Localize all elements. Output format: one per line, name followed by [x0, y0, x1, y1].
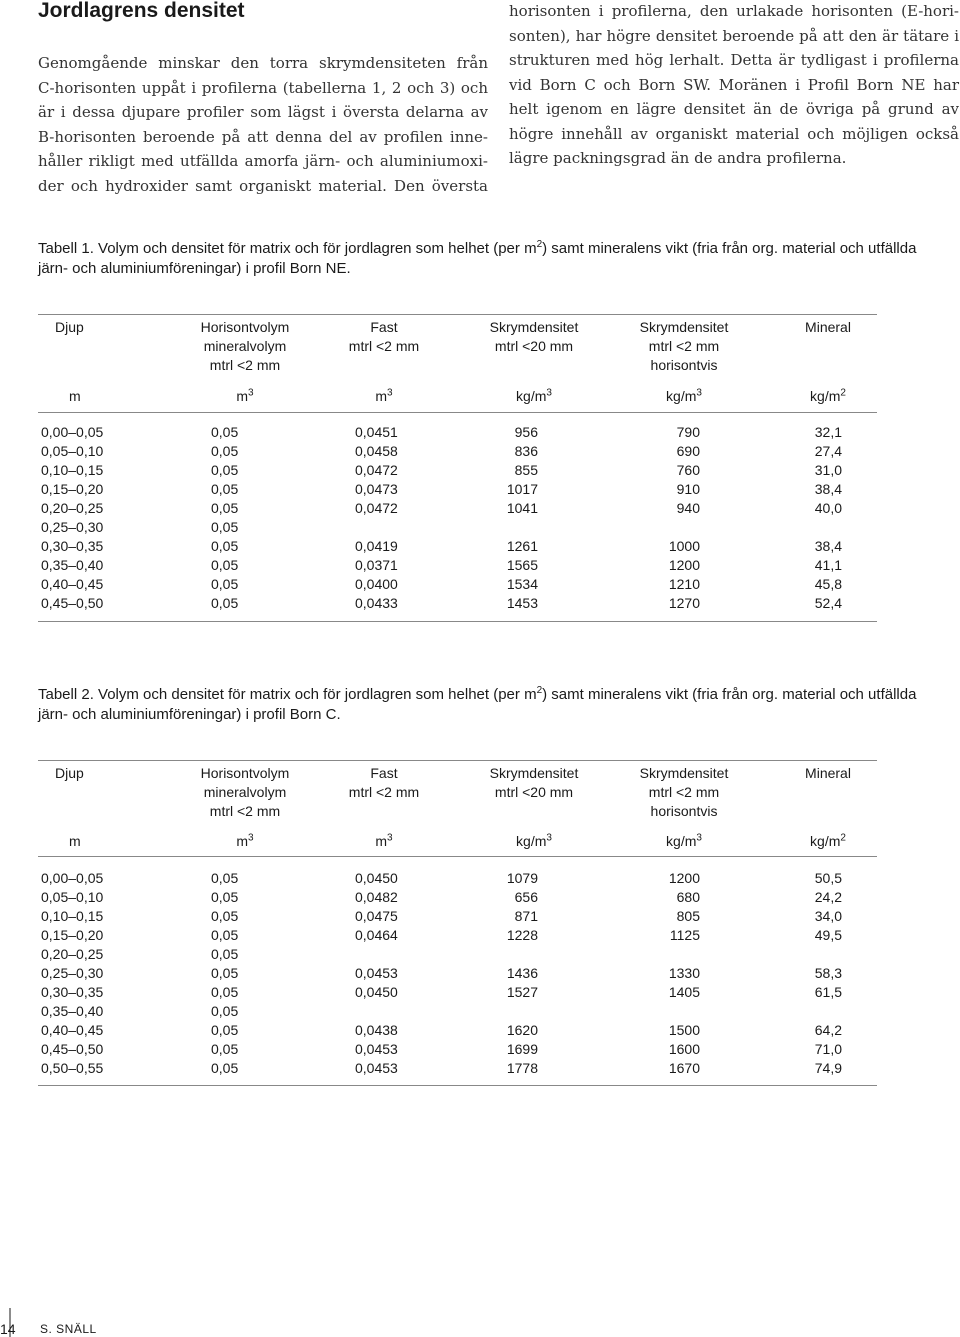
text-line: Genomgående minskar den torra skrymdensiteten från	[38, 54, 488, 72]
unit-horisontvolym: $m^3$	[236, 832, 254, 849]
unit-skrym1: $kg/m^3$	[516, 387, 552, 404]
section-heading: Jordlagrens densitet	[38, 0, 245, 22]
table-rule	[38, 412, 877, 413]
header-horisontvolym: Horisontvolym mineralvolym mtrl <2 mm	[200, 319, 290, 373]
unit-mineral: $kg/m^2$	[810, 832, 846, 849]
header-skrymdensitet-horisontvis: Skrymdensitet mtrl <2 mm horisontvis	[639, 319, 729, 373]
table-row: 0,30–0,35 0,05 0,0419 1261 1000 38,4	[41, 538, 842, 554]
unit-skrym2: $kg/m^3$	[666, 387, 702, 404]
table-row: 0,35–0,40 0,05 0,0371 1565 1200 41,1	[41, 557, 842, 573]
table-row: 0,05–0,10 0,05 0,0458 836 690 27,4	[41, 443, 842, 459]
table1	[38, 314, 877, 622]
text-line: der och hydroxider samt organiskt material. Den översta	[38, 176, 488, 195]
header-skrymdensitet-20: Skrymdensitet mtrl <20 mm	[489, 765, 579, 800]
header-djup: Djup	[55, 765, 84, 781]
table-row: 0,25–0,30 0,05 0,0453 1436 1330 58,3	[41, 965, 842, 981]
unit-fast: $m^3$	[375, 387, 393, 404]
table-row: 0,50–0,55 0,05 0,0453 1778 1670 74,9	[41, 1060, 842, 1076]
unit-skrym1: $kg/m^3$	[516, 832, 552, 849]
text-line: strukturen med hög lerhalt. Detta är tydligast i profilerna	[509, 51, 959, 69]
text-line: håller rikligt med utfällda amorfa järn- och aluminiumoxi-	[38, 152, 488, 170]
table-row: 0,40–0,45 0,05 0,0438 1620 1500 64,2	[41, 1022, 842, 1038]
header-horisontvolym: Horisontvolym mineralvolym mtrl <2 mm	[200, 765, 290, 819]
unit-djup: m	[69, 388, 81, 404]
table-row: 0,15–0,20 0,05 0,0464 1228 1125 49,5	[41, 927, 842, 943]
header-fast: Fast mtrl <2 mm	[348, 319, 420, 354]
table-row: 0,40–0,45 0,05 0,0400 1534 1210 45,8	[41, 576, 842, 592]
table-row: 0,00–0,05 0,05 0,0450 1079 1200 50,5	[41, 870, 842, 886]
text-line: vid Born C och Born SW. Moränen i Profil Born NE har	[509, 75, 959, 94]
table-row: 0,20–0,25 0,05 0,0472 1041 940 40,0	[41, 500, 842, 516]
text-line: C-horisonten uppåt i profilerna (tabellerna 1, 2 och 3) och	[38, 78, 488, 97]
left-column-text	[38, 51, 488, 198]
header-skrymdensitet-horisontvis: Skrymdensitet mtrl <2 mm horisontvis	[639, 765, 729, 819]
text-line: är i dessa djupare profiler som lägst i översta delarna av	[38, 103, 488, 121]
table-row: 0,10–0,15 0,05 0,0472 855 760 31,0	[41, 462, 842, 478]
table-row: 0,45–0,50 0,05 0,0453 1699 1600 71,0	[41, 1041, 842, 1057]
table-row: 0,10–0,15 0,05 0,0475 871 805 34,0	[41, 908, 842, 924]
table2-caption: Tabell 2. Volym och densitet för matrix och för jordlagren som helhet (per $m^2$) samt mineralens vikt (fria från org. material och utfällda järn- och aluminiumföreningar) i profil Born C.	[38, 685, 917, 723]
table-row: 0,30–0,35 0,05 0,0450 1527 1405 61,5	[41, 984, 842, 1000]
text-line: högre innehåll av organiskt material och möjligen också	[509, 124, 959, 143]
header-fast: Fast mtrl <2 mm	[348, 765, 420, 800]
header-mineral: Mineral	[805, 319, 851, 335]
text-line: helt igenom en lägre densitet än de övriga på grund av	[509, 100, 959, 118]
table-row: 0,15–0,20 0,05 0,0473 1017 910 38,4	[41, 481, 842, 497]
unit-fast: $m^3$	[375, 832, 393, 849]
table-row: 0,05–0,10 0,05 0,0482 656 680 24,2	[41, 889, 842, 905]
table1-caption: Tabell 1. Volym och densitet för matrix och för jordlagren som helhet (per $m^2$) samt mineralens vikt (fria från org. material och utfällda järn- och aluminiumföreningar) i profil Born NE.	[38, 239, 917, 277]
unit-horisontvolym: $m^3$	[236, 387, 254, 404]
text-line: horisonten i profilerna, den urlakade horisonten (E-hori-	[509, 2, 959, 20]
text-line: sonten), har högre densitet beroende på att den är tätare i	[509, 26, 959, 45]
right-column-text	[509, 0, 959, 171]
header-skrymdensitet-20: Skrymdensitet mtrl <20 mm	[489, 319, 579, 354]
table-row: 0,45–0,50 0,05 0,0433 1453 1270 52,4	[41, 595, 842, 611]
unit-skrym2: $kg/m^3$	[666, 832, 702, 849]
running-footer-author: S. SNÄLL	[40, 1322, 97, 1336]
table-row: 0,35–0,40 0,05	[41, 1003, 239, 1019]
header-djup: Djup	[55, 319, 84, 335]
table-row: 0,25–0,30 0,05	[41, 519, 239, 535]
table-rule	[38, 856, 877, 857]
page-number: 14	[0, 1321, 16, 1337]
table2	[38, 760, 877, 1086]
table-row: 0,00–0,05 0,05 0,0451 956 790 32,1	[41, 424, 842, 440]
unit-djup: m	[69, 833, 81, 849]
text-line: lägre packningsgrad än de andra profilerna.	[509, 149, 847, 167]
unit-mineral: $kg/m^2$	[810, 387, 846, 404]
table-row: 0,20–0,25 0,05	[41, 946, 239, 962]
text-line: B-horisonten beroende på att denna del av profilen inne-	[38, 127, 488, 146]
header-mineral: Mineral	[805, 765, 851, 781]
